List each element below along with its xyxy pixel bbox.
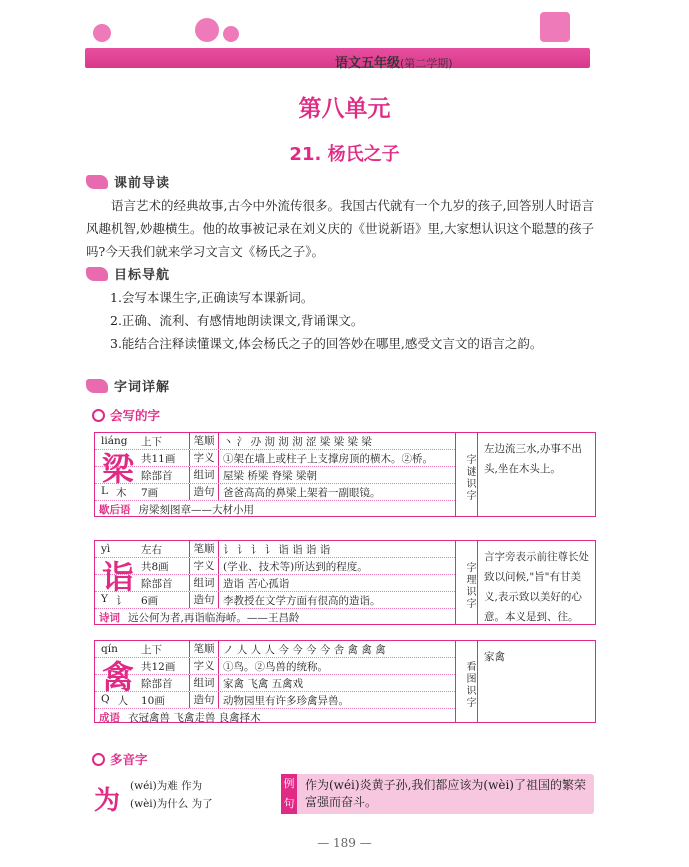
example-box (281, 774, 594, 814)
goal-1: 1.会写本课生字,正确读写本课新词。 (110, 290, 314, 305)
sentence: 动物园里有许多珍禽异兽。 (223, 694, 349, 707)
side-label: 字谜识字 (456, 432, 478, 517)
lesson-title: 21. 杨氏之子 (289, 144, 400, 165)
label: 造句 (189, 692, 219, 708)
stroke-order: ノ 人 人 人 今 今 今 今 舎 禽 禽 禽 (223, 643, 386, 656)
radical: 讠 (115, 594, 127, 607)
char-glyph: 禽 (101, 658, 134, 696)
flower-icon (93, 24, 111, 42)
stroke-order: 丶 氵 刅 沏 沏 沏 涩 梁 梁 梁 梁 (223, 435, 372, 448)
heart-icon (195, 18, 219, 42)
pinyin: liáng (101, 435, 128, 447)
label: 组词 (189, 575, 219, 591)
label: 字义 (189, 450, 219, 466)
explain-box: 家禽 (478, 640, 596, 723)
label: 字义 (189, 558, 219, 574)
radical-label: 除部首 (141, 577, 173, 590)
meaning: (学业、技术等)所达到的程度。 (223, 560, 368, 573)
heart-icon (223, 26, 239, 42)
book-icon (86, 175, 108, 189)
radical-label: 除部首 (141, 677, 173, 690)
char-glyph: 梁 (101, 450, 134, 488)
radical: 木 (115, 486, 127, 499)
remaining-strokes: 6画 (141, 594, 159, 607)
magnifier-icon (92, 409, 105, 422)
page-number: — 189 — (317, 836, 372, 850)
sub-write: 会写的字 (92, 406, 160, 424)
section-goals: 目标导航 (86, 264, 170, 283)
letter: Y (101, 592, 108, 605)
remaining-strokes: 10画 (141, 694, 165, 707)
magnifier-icon (92, 753, 105, 766)
structure: 上下 (141, 435, 162, 448)
footer-line: 成语 衣冠禽兽 飞禽走兽 良禽择木 (99, 712, 261, 724)
book-icon (86, 379, 108, 393)
label: 笔顺 (189, 641, 219, 657)
meaning: ①架在墙上或柱子上支撑房顶的横木。②桥。 (223, 452, 433, 465)
label: 组词 (189, 467, 219, 483)
unit-title: 第八单元 (298, 96, 391, 122)
book-icon (86, 267, 108, 281)
poly-option-2: (wèi)为什么 为了 (130, 798, 213, 810)
strokes: 共8画 (141, 560, 169, 573)
remaining-strokes: 7画 (141, 486, 159, 499)
pinyin: qín (101, 643, 118, 655)
section-vocab: 字词详解 (86, 376, 170, 395)
strokes: 共11画 (141, 452, 176, 465)
radical: 人 (117, 694, 129, 707)
pinyin: yì (101, 543, 111, 555)
sentence: 李教授在文学方面有很高的造诣。 (223, 594, 381, 607)
label: 笔顺 (189, 541, 219, 557)
explain-box: 言字旁表示前往尊长处致以问候,"旨"有甘美义,表示致以美好的心意。本义是到、往。 (478, 540, 596, 625)
stroke-order: 讠 讠 讠 讠 诣 诣 诣 诣 (223, 543, 331, 556)
footer-line: 诗词 远公何为者,再诣临海峤。——王昌龄 (99, 612, 300, 624)
intro-text: 语言艺术的经典故事,古今中外流传很多。我国古代就有一个九岁的孩子,回答别人时语言风趣机智,妙趣横生。他的故事被记录在刘义庆的《世说新语》里,大家想认识这个聪慧的孩子吗?今天我们就来学习文言文《杨氏之子》。 (86, 198, 594, 259)
house-icon (540, 12, 570, 42)
meaning: ①鸟。②鸟兽的统称。 (223, 660, 328, 673)
section-intro: 课前导读 (86, 172, 170, 191)
label: 造句 (189, 592, 219, 608)
example-tag: 例句 (281, 774, 297, 814)
explain-box: 左边流三水,办事不出头,坐在木头上。 (478, 432, 596, 517)
goal-3: 3.能结合注释读懂课文,体会杨氏之子的回答妙在哪里,感受文言文的语言之韵。 (110, 336, 543, 351)
words: 家禽 飞禽 五禽戏 (223, 677, 304, 690)
sub-poly: 多音字 (92, 750, 148, 768)
poly-char: 为 (94, 786, 121, 816)
radical-label: 除部首 (141, 469, 173, 482)
structure: 上下 (141, 643, 162, 656)
side-label: 看图识字 (456, 640, 478, 723)
char-table (94, 432, 456, 517)
footer-line: 歇后语 房梁刻图章——大材小用 (99, 504, 254, 516)
example-text: 作为(wéi)炎黄子孙,我们都应该为(wèi)了祖国的繁荣富强而奋斗。 (305, 778, 586, 809)
letter: Q (101, 692, 110, 705)
page-header (85, 8, 590, 70)
label: 字义 (189, 658, 219, 674)
label: 造句 (189, 484, 219, 500)
char-glyph: 诣 (101, 558, 134, 596)
side-label: 字理识字 (456, 540, 478, 625)
poly-option-1: (wéi)为难 作为 (130, 780, 203, 792)
sentence: 爸爸高高的鼻梁上架着一副眼镜。 (223, 486, 381, 499)
goal-2: 2.正确、流利、有感情地朗读课文,背诵课文。 (110, 313, 364, 328)
words: 屋梁 桥梁 脊梁 梁朝 (223, 469, 318, 482)
structure: 左右 (141, 543, 162, 556)
char-table (94, 540, 456, 625)
letter: L (101, 484, 108, 497)
words: 造诣 苦心孤诣 (223, 577, 290, 590)
char-table (94, 640, 456, 723)
label: 组词 (189, 675, 219, 691)
label: 笔顺 (189, 433, 219, 449)
header-title: 语文五年级(第二学期) (335, 56, 453, 71)
strokes: 共12画 (141, 660, 176, 673)
